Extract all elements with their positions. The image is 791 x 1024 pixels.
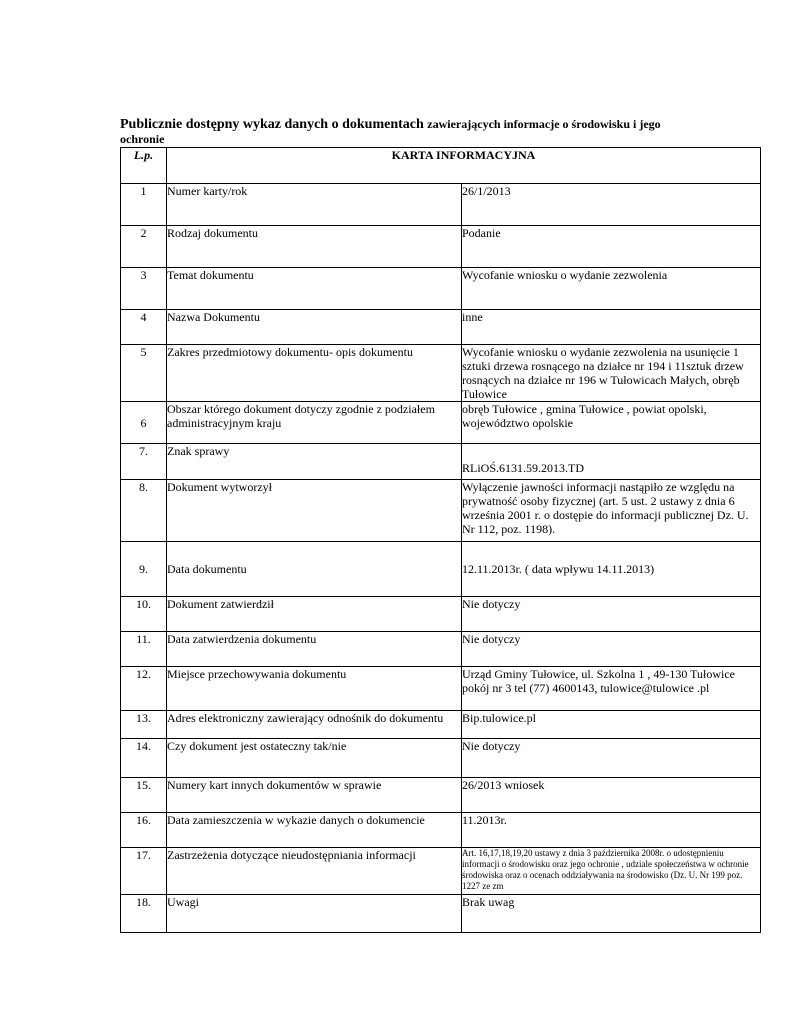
row-value: Wyłączenie jawności informacji nastąpiło ze względu na prywatność osoby fizycznej (art. 5 ust. 2 ustawy z dnia 6 września 2001 r. o dostępie do informacji publicznej Dz. U. Nr 112, poz. 1198). (462, 480, 761, 542)
table-row (121, 402, 761, 444)
row-number: 18. (121, 895, 167, 933)
row-label: Znak sprawy (167, 444, 462, 480)
row-label: Miejsce przechowywania dokumentu (167, 667, 462, 711)
table-row (121, 667, 761, 711)
row-label: Dokument wytworzył (167, 480, 462, 542)
row-value: Urząd Gminy Tułowice, ul. Szkolna 1 , 49-130 Tułowice pokój nr 3 tel (77) 4600143, tulowice@tulowice .pl (462, 667, 761, 711)
title-main: Publicznie dostępny wykaz danych o dokumentach (120, 117, 428, 132)
row-value: 26/1/2013 (462, 184, 761, 226)
row-number: 4 (121, 310, 167, 345)
lp-column-header: L.p. (121, 148, 167, 184)
row-label: Data zatwierdzenia dokumentu (167, 632, 462, 667)
table-row (121, 480, 761, 542)
row-label: Nazwa Dokumentu (167, 310, 462, 345)
card-column-header: KARTA INFORMACYJNA (167, 148, 761, 184)
row-number: 12. (121, 667, 167, 711)
row-number: 14. (121, 739, 167, 778)
row-number: 15. (121, 778, 167, 813)
table-row (121, 711, 761, 739)
row-value: obręb Tułowice , gmina Tułowice , powiat opolski, województwo opolskie (462, 402, 761, 444)
row-number: 16. (121, 813, 167, 848)
row-number: 10. (121, 597, 167, 632)
table-row (121, 444, 761, 480)
row-number: 6 (121, 402, 167, 444)
row-value: Nie dotyczy (462, 632, 761, 667)
table-row (121, 739, 761, 778)
row-value: Brak uwag (462, 895, 761, 933)
table-row (121, 345, 761, 402)
row-label: Numery kart innych dokumentów w sprawie (167, 778, 462, 813)
row-value: Wycofanie wniosku o wydanie zezwolenia na usunięcie 1 sztuki drzewa rosnącego na działce nr 194 i 11sztuk drzew rosnących na działce nr 196 w Tułowicach Małych, obręb Tułowice (462, 345, 761, 402)
info-card-table (120, 147, 761, 933)
table-row (121, 597, 761, 632)
row-value: Bip.tulowice.pl (462, 711, 761, 739)
row-label: Temat dokumentu (167, 268, 462, 310)
row-value: Art. 16,17,18,19,20 ustawy z dnia 3 października 2008r. o udostępnieniu informacji o środowisku oraz jego ochronie , udziale społeczeństwa w ochronie środowiska oraz o ocenach oddziaływania na środowisko (Dz. U. Nr 199 poz. 1227 ze zm (462, 848, 761, 895)
row-label: Zastrzeżenia dotyczące nieudostępniania informacji (167, 848, 462, 895)
table-row (121, 542, 761, 597)
row-label: Rodzaj dokumentu (167, 226, 462, 268)
row-number: 7. (121, 444, 167, 480)
row-value: 12.11.2013r. ( data wpływu 14.11.2013) (462, 542, 761, 597)
table-row (121, 778, 761, 813)
row-value: Nie dotyczy (462, 597, 761, 632)
table-row (121, 895, 761, 933)
row-number: 2 (121, 226, 167, 268)
table-row (121, 226, 761, 268)
row-label: Uwagi (167, 895, 462, 933)
table-row (121, 848, 761, 895)
row-number: 1 (121, 184, 167, 226)
row-number: 9. (121, 542, 167, 597)
row-value: inne (462, 310, 761, 345)
row-label: Numer karty/rok (167, 184, 462, 226)
row-value: RLiOŚ.6131.59.2013.TD (462, 444, 761, 480)
row-number: 3 (121, 268, 167, 310)
row-number: 8. (121, 480, 167, 542)
row-number: 17. (121, 848, 167, 895)
row-label: Data zamieszczenia w wykazie danych o dokumencie (167, 813, 462, 848)
row-value: Nie dotyczy (462, 739, 761, 778)
row-number: 5 (121, 345, 167, 402)
row-number: 13. (121, 711, 167, 739)
document-title (120, 117, 680, 146)
row-value: Wycofanie wniosku o wydanie zezwolenia (462, 268, 761, 310)
table-header-row (121, 148, 761, 184)
row-label: Adres elektroniczny zawierający odnośnik do dokumentu (167, 711, 462, 739)
table-row (121, 632, 761, 667)
table-row (121, 268, 761, 310)
table-row (121, 310, 761, 345)
row-label: Dokument zatwierdził (167, 597, 462, 632)
row-label: Zakres przedmiotowy dokumentu- opis dokumentu (167, 345, 462, 402)
row-number: 11. (121, 632, 167, 667)
row-value: Podanie (462, 226, 761, 268)
title-tail: ochronie (120, 132, 165, 146)
row-value: 26/2013 wniosek (462, 778, 761, 813)
title-rest: zawierających informacje o środowisku i jego (427, 117, 661, 131)
row-label: Czy dokument jest ostateczny tak/nie (167, 739, 462, 778)
row-label: Obszar którego dokument dotyczy zgodnie z podziałem administracyjnym kraju (167, 402, 462, 444)
table-row (121, 813, 761, 848)
table-row (121, 184, 761, 226)
row-value: 11.2013r. (462, 813, 761, 848)
row-label: Data dokumentu (167, 542, 462, 597)
